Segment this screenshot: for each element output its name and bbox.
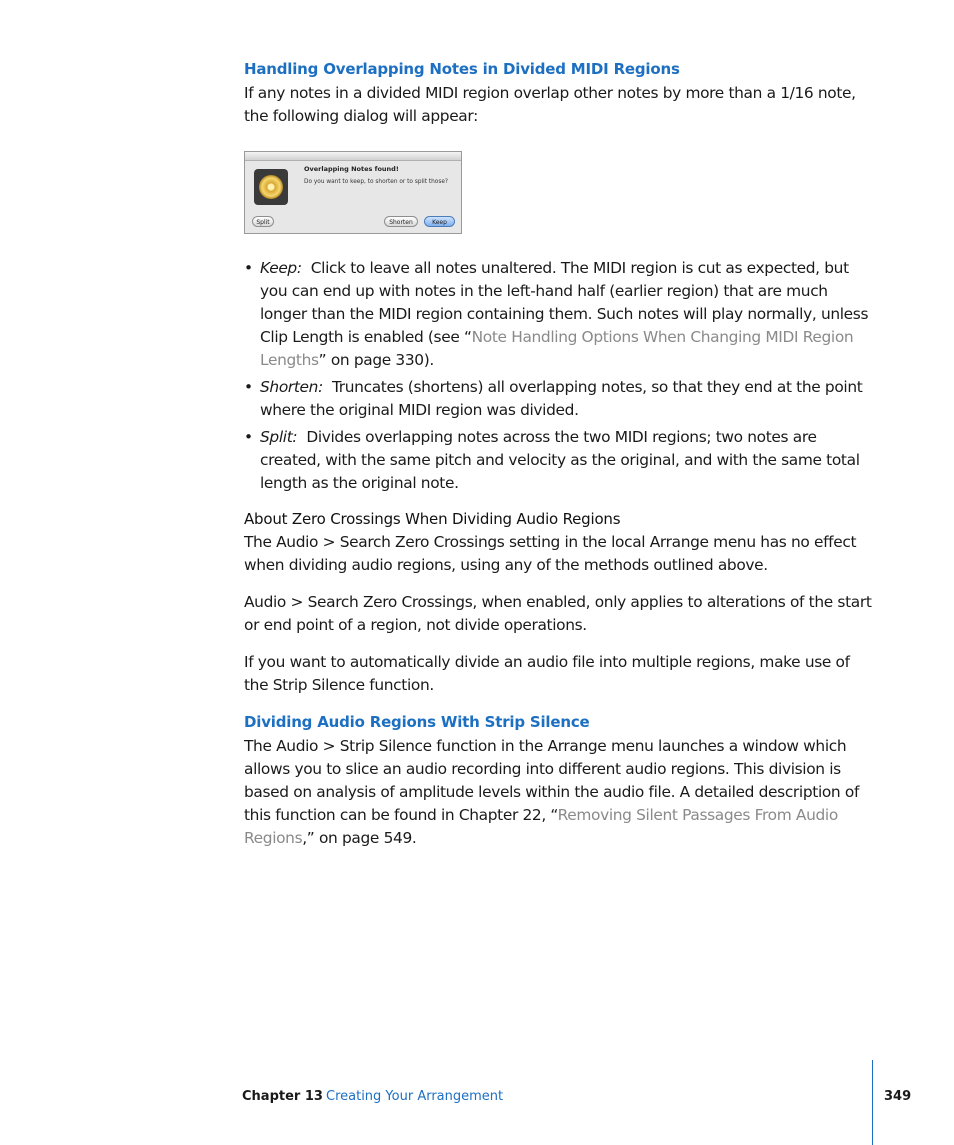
cross-reference-link[interactable]: Note Handling Options When Changing MIDI Region Lengths <box>260 328 854 369</box>
overlapping-notes-dialog <box>244 151 462 234</box>
paragraph-text: The Audio > Strip Silence function in the Arrange menu launches a window which allows you to slice an audio recording into different audio regions. This division is based on analysis of amplitude levels within the audio file. A detailed description of this function can be found in Chapter 22, “ <box>244 737 860 824</box>
paragraph: The Audio > Search Zero Crossings setting in the local Arrange menu has no effect when dividing audio regions, using any of the methods outlined above. <box>244 533 857 574</box>
bullet-text: Divides overlapping notes across the two MIDI regions; two notes are created, with the same pitch and velocity as the original, and with the same total length as the original note. <box>260 428 860 492</box>
paragraph-text: ,” on page 549. <box>302 829 417 847</box>
bullet-term: Keep: <box>260 259 302 277</box>
dialog-message: Do you want to keep, to shorten or to split those? <box>304 179 449 185</box>
paragraph <box>244 735 874 850</box>
bullet-term: Split: <box>260 428 298 446</box>
section-zero-crossings <box>244 508 874 697</box>
paragraph: If any notes in a divided MIDI region overlap other notes by more than a 1/16 note, the following dialog will appear: <box>244 84 856 125</box>
footer-chapter: Chapter 13 <box>242 1089 323 1104</box>
shorten-button[interactable]: Shorten <box>384 216 418 227</box>
logic-gold-disc-icon <box>254 169 288 205</box>
split-button[interactable]: Split <box>252 216 274 227</box>
dialog-titlebar <box>245 152 461 161</box>
cross-reference-link[interactable]: Removing Silent Passages From Audio Regions <box>244 806 838 847</box>
footer-divider <box>872 1060 873 1145</box>
paragraph: If you want to automatically divide an audio file into multiple regions, make use of the Strip Silence function. <box>244 653 850 694</box>
bullet-text: ” on page 330). <box>318 351 434 369</box>
page-number: 349 <box>884 1089 912 1104</box>
section-heading: About Zero Crossings When Dividing Audio Regions <box>244 510 621 528</box>
bullet-text: Truncates (shortens) all overlapping notes, so that they end at the point where the original MIDI region was divided. <box>260 378 863 419</box>
keep-button[interactable]: Keep <box>424 216 455 227</box>
section-overlapping-notes <box>244 59 874 128</box>
bullet-term: Shorten: <box>260 378 323 396</box>
section-heading: Dividing Audio Regions With Strip Silence <box>244 713 590 731</box>
list-item: • Split: Divides overlapping notes across the two MIDI regions; two notes are created, with the same pitch and velocity as the original, and with the same total length as the original note. <box>244 428 860 492</box>
list-item: • Keep: Click to leave all notes unaltered. The MIDI region is cut as expected, but you can end up with notes in the left-hand half (earlier region) that are much longer than the MIDI region containing them. Such notes will play normally, unless Clip Length is enabled (see “Note Handling Options When Changing MIDI Region Lengths” on page 330). <box>244 259 869 369</box>
option-bullets <box>244 257 874 499</box>
bullet-text: Click to leave all notes unaltered. The MIDI region is cut as expected, but you can end up with notes in the left-hand half (earlier region) that are much longer than the MIDI region containing them. Such notes will play normally, unless Clip Length is enabled (see “ <box>260 259 869 346</box>
paragraph: Audio > Search Zero Crossings, when enabled, only applies to alterations of the start or end point of a region, not divide operations. <box>244 593 872 634</box>
list-item: • Shorten: Truncates (shortens) all overlapping notes, so that they end at the point where the original MIDI region was divided. <box>244 378 863 419</box>
section-strip-silence <box>244 712 874 850</box>
section-heading: Handling Overlapping Notes in Divided MIDI Regions <box>244 60 680 78</box>
dialog-title: Overlapping Notes found! <box>304 165 399 173</box>
footer-chapter-title[interactable]: Creating Your Arrangement <box>326 1089 504 1104</box>
